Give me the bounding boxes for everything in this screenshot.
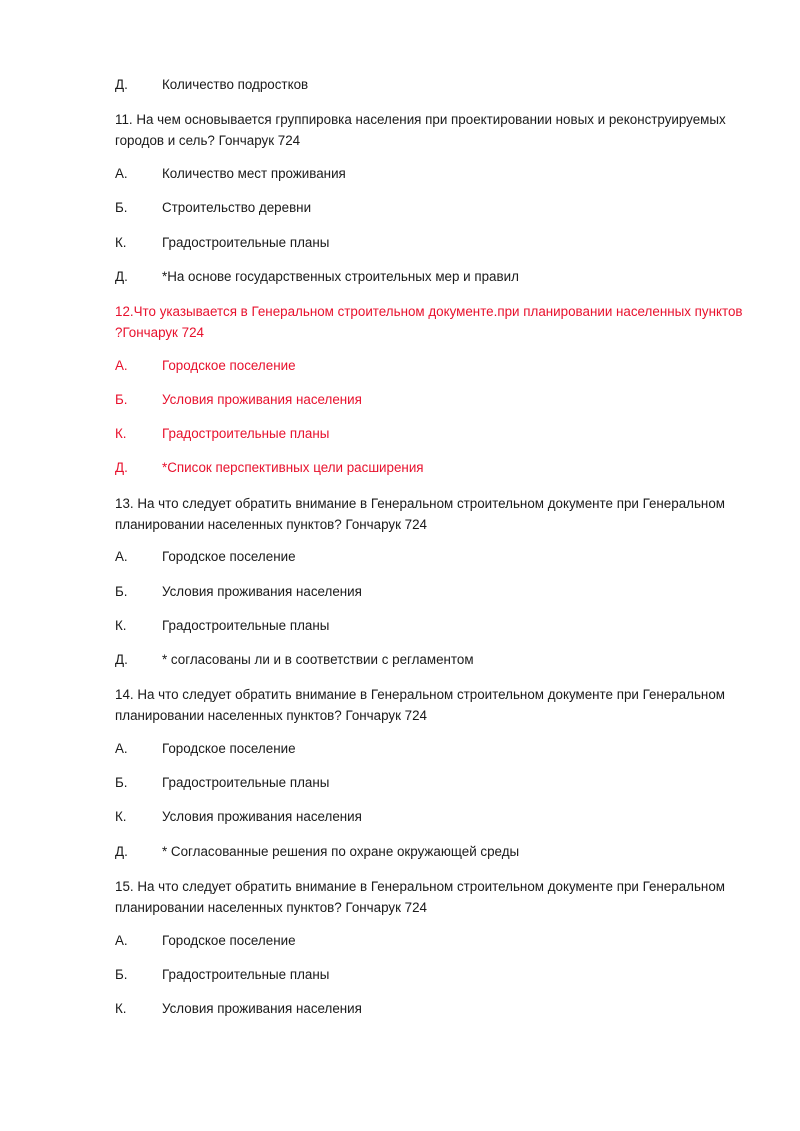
- option-letter: Б.: [115, 775, 128, 790]
- option-letter: К.: [115, 426, 127, 441]
- option-text: Условия проживания населения: [162, 1001, 362, 1016]
- option-letter: Б.: [115, 584, 128, 599]
- option-letter: А.: [115, 549, 128, 564]
- option-letter: А.: [115, 741, 128, 756]
- option-letter: Д.: [115, 652, 128, 667]
- question-13: 13. На что следует обратить внимание в Генеральном строительном документе при Генеральном планировании населенных пунктов? Гончарук 724: [115, 496, 725, 532]
- option-letter: Б.: [115, 200, 128, 215]
- option-text: Количество подростков: [162, 77, 309, 92]
- option-letter: А.: [115, 933, 128, 948]
- question-15: 15. На что следует обратить внимание в Генеральном строительном документе при Генеральном планировании населенных пунктов? Гончарук 724: [115, 879, 725, 915]
- option-text: Городское поселение: [162, 933, 296, 948]
- option-text: Городское поселение: [162, 358, 296, 373]
- option-letter: К.: [115, 809, 127, 824]
- option-text: Строительство деревни: [162, 200, 312, 215]
- option-text: *На основе государственных строительных мер и правил: [162, 269, 519, 284]
- option-letter: К.: [115, 618, 127, 633]
- option-text: Городское поселение: [162, 549, 296, 564]
- option-text: Градостроительные планы: [162, 235, 330, 250]
- option-letter: Б.: [115, 392, 128, 407]
- question-12: 12.Что указывается в Генеральном строительном документе.при планировании населенных пунктов ?Гончарук 724: [115, 304, 743, 340]
- option-letter: К.: [115, 235, 127, 250]
- option-letter: Д.: [115, 77, 128, 92]
- option-text: Градостроительные планы: [162, 618, 330, 633]
- option-text: Градостроительные планы: [162, 775, 330, 790]
- option-letter: Д.: [115, 269, 128, 284]
- option-text: Условия проживания населения: [162, 809, 362, 824]
- option-letter: А.: [115, 358, 128, 373]
- question-11: 11. На чем основывается группировка населения при проектировании новых и реконструируемых городов и сель? Гончарук 724: [115, 112, 726, 148]
- option-text: Количество мест проживания: [162, 166, 346, 181]
- question-14: 14. На что следует обратить внимание в Генеральном строительном документе при Генеральном планировании населенных пунктов? Гончарук 724: [115, 687, 725, 723]
- option-text: Градостроительные планы: [162, 426, 330, 441]
- option-text: Условия проживания населения: [162, 392, 362, 407]
- option-letter: К.: [115, 1001, 127, 1016]
- option-text: Городское поселение: [162, 741, 296, 756]
- option-letter: Д.: [115, 460, 128, 475]
- option-text: *Список перспективных цели расширения: [162, 460, 424, 475]
- option-text: Градостроительные планы: [162, 967, 330, 982]
- option-text: * согласованы ли и в соответствии с регламентом: [162, 652, 474, 667]
- option-letter: Б.: [115, 967, 128, 982]
- option-letter: А.: [115, 166, 128, 181]
- option-text: * Согласованные решения по охране окружающей среды: [162, 844, 520, 859]
- option-text: Условия проживания населения: [162, 584, 362, 599]
- option-letter: Д.: [115, 844, 128, 859]
